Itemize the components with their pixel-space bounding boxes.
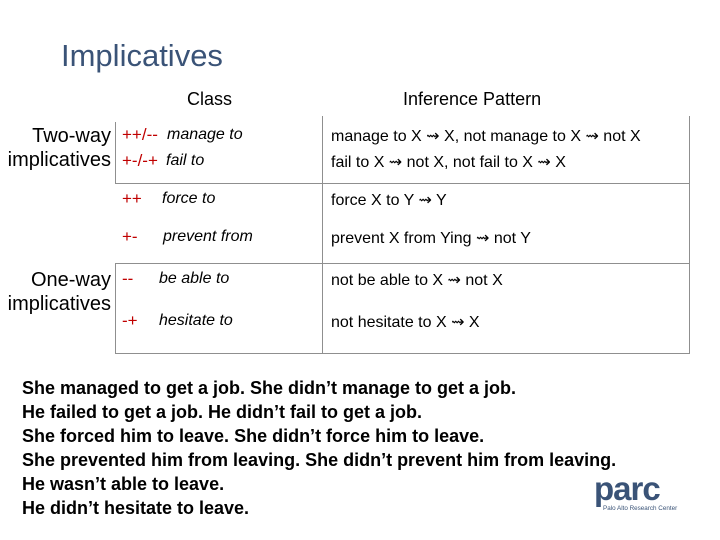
pattern-text: fail to X ⇝ not X, not fail to X ⇝ X [331, 154, 566, 171]
table-left-border-top [115, 122, 116, 184]
example-line: He wasn’t able to leave. [22, 474, 225, 494]
pattern-text: not hesitate to X ⇝ X [331, 314, 480, 331]
sign-label: ++/-- [122, 125, 158, 144]
one-way-label-line1: One-way [30, 269, 111, 291]
two-way-group-label [8, 124, 111, 172]
example-line: She prevented him from leaving. She didn’t prevent him from leaving. [22, 450, 617, 470]
parc-logo-tagline: Palo Alto Research Center [603, 505, 678, 512]
sign-label: +- [122, 227, 138, 246]
class-column-header: Class [187, 89, 233, 109]
two-way-label-line2: implicatives [7, 149, 111, 171]
verb-label: manage to [167, 126, 243, 143]
sign-label: -+ [122, 311, 138, 330]
verb-label: force to [162, 190, 216, 207]
table-left-border-bottom [115, 263, 116, 354]
slide-title: Implicatives [61, 38, 223, 73]
pattern-column-header: Inference Pattern [403, 89, 542, 109]
one-way-group-label [8, 268, 111, 316]
table-bottom-border [115, 353, 690, 354]
sign-label: -- [122, 269, 134, 288]
pattern-text: not be able to X ⇝ not X [331, 272, 503, 289]
sign-label: +-/-+ [122, 151, 158, 170]
parc-logo-wordmark: parc [594, 474, 660, 507]
row-divider [115, 183, 690, 184]
example-line: He didn’t hesitate to leave. [22, 498, 250, 518]
parc-logo [594, 474, 692, 512]
pattern-text: force X to Y ⇝ Y [331, 192, 447, 209]
sign-label: ++ [122, 189, 142, 208]
example-line: She managed to get a job. She didn’t manage to get a job. [22, 378, 517, 398]
verb-label: prevent from [163, 228, 253, 245]
table-right-border [689, 116, 690, 354]
one-way-label-line2: implicatives [7, 293, 111, 315]
example-line: He failed to get a job. He didn’t fail to get a job. [22, 402, 423, 422]
verb-label: hesitate to [159, 312, 233, 329]
verb-label: be able to [159, 270, 230, 287]
pattern-text: manage to X ⇝ X, not manage to X ⇝ not X [331, 128, 641, 145]
verb-label: fail to [166, 152, 205, 169]
table-middle-divider [322, 116, 323, 354]
example-sentences [22, 376, 616, 520]
example-line: She forced him to leave. She didn’t force him to leave. [22, 426, 485, 446]
two-way-label-line1: Two-way [32, 125, 111, 147]
row-divider [115, 263, 690, 264]
pattern-text: prevent X from Ying ⇝ not Y [331, 230, 531, 247]
